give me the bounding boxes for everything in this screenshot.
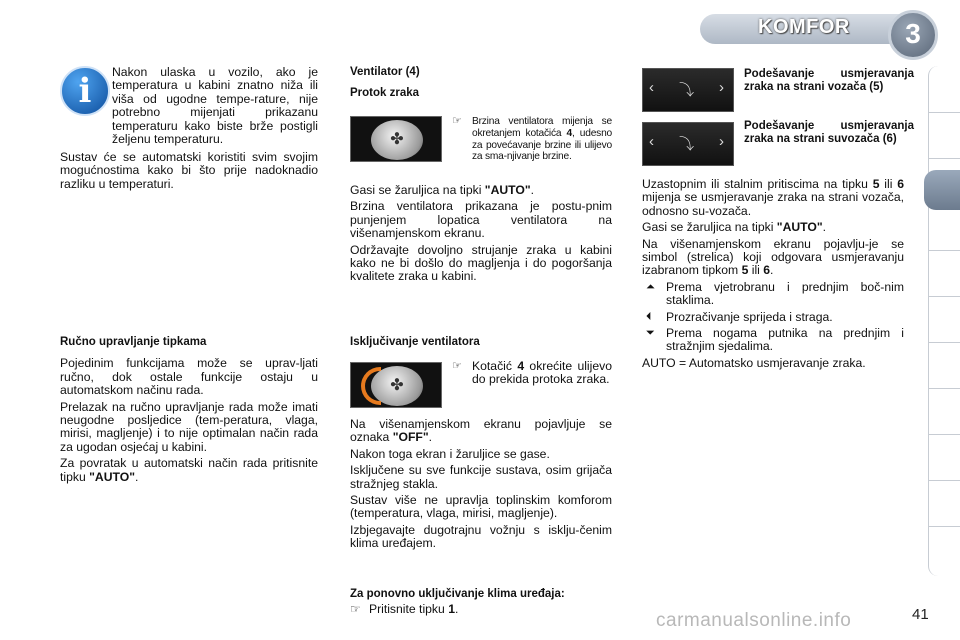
chevron-right-icon: ›: [719, 79, 724, 96]
chapter-title: KOMFOR: [758, 16, 850, 38]
arrow-up-icon: ⏶: [646, 280, 655, 293]
reactivate-step: ☞ Pritisnite tipku 1.: [350, 602, 459, 617]
page-header: [0, 0, 960, 60]
seat-airflow-icon: ⤵: [679, 82, 695, 99]
chevron-right-icon: ›: [719, 133, 724, 150]
air-flow-heading: Protok zraka: [350, 87, 420, 100]
off-paragraph-2: Nakon toga ekran i žaruljice se gase.: [350, 446, 550, 461]
info-paragraph: Nakon ulaska u vozilo, ako je temperatura u kabini znatno niža ili viša od ugodne tempe-rature, nije potrebno mijenjati prikazanu temperaturu kako biste brže postigli željenu temperaturu.: [112, 65, 318, 147]
auto-note: Gasi se žaruljica na tipki "AUTO".: [350, 183, 535, 197]
list-item: ⏷ Prema nogama putnika na prednjim i stražnjim sjedalima.: [646, 326, 904, 354]
hand-pointer-icon: ☞: [452, 115, 462, 127]
chapter-number: 3: [905, 18, 921, 49]
seat-airflow-icon: ⤵: [679, 136, 695, 153]
tab-active-chapter[interactable]: [924, 170, 960, 210]
tab-divider: [929, 250, 960, 251]
manual-paragraph-3: Za povratak u automatski način rada pritisnite tipku "AUTO".: [60, 456, 318, 484]
off-paragraph-4: Sustav više ne upravlja toplinskim komforom (temperatura, vlaga, mirisi, magljenje).: [350, 493, 612, 521]
passenger-air-heading: Podešavanje usmjeravanja zraka na strani suvozača (6): [744, 120, 914, 145]
tab-divider: [929, 434, 960, 435]
column-2: [350, 66, 612, 101]
fan-knob-image: [350, 116, 442, 162]
fan-off-section: [350, 336, 612, 357]
off-paragraph-5: Izbjegavajte dugotrajnu vožnju s isklju-čenim klima uređajem.: [350, 522, 612, 551]
driver-air-heading: Podešavanje usmjeravanja zraka na strani vozača (5): [744, 68, 914, 93]
manual-heading: Ručno upravljanje tipkama: [60, 336, 207, 348]
tab-divider: [929, 296, 960, 297]
chapter-number-badge: [888, 10, 938, 60]
chapter-tabs: [928, 66, 960, 576]
list-item: ⏶ Prema vjetrobranu i prednjim boč-nim staklima.: [646, 279, 904, 308]
manual-section: [60, 336, 318, 487]
manual-paragraph-1: Pojedinim funkcijama može se uprav-ljati ručno, dok ostale funkcije ostaju u automatskom načinu rada.: [60, 356, 318, 398]
tab-divider: [929, 526, 960, 527]
column-3-text: [642, 178, 904, 373]
fan-icon: ✤: [390, 377, 404, 394]
hand-pointer-icon: ☞: [350, 602, 361, 617]
hand-pointer-icon: ☞: [452, 360, 462, 372]
column-1: [60, 66, 318, 194]
tab-divider: [929, 112, 960, 113]
driver-air-button-image: [642, 68, 734, 112]
tab-divider: [929, 158, 960, 159]
fan-heading: Ventilator (4): [350, 66, 420, 78]
watermark: carmanualsonline.info: [656, 610, 852, 631]
chevron-left-icon: ‹: [649, 79, 654, 96]
tab-divider: [929, 480, 960, 481]
info-paragraph-2: Sustav će se automatski koristiti svim svojim mogućnostima kako bi što prije nadoknadio razliku u temperaturi.: [60, 150, 318, 191]
flow-note: ☞ Brzina ventilatora mijenja se okretanjem kotačića 4, udesno za povećavanje brzine ili ulijevo za sma-njivanje brzine.: [452, 115, 613, 163]
fan-knob-off-image: [350, 362, 442, 408]
fan-icon: ✤: [390, 131, 404, 148]
reactivate-heading: Za ponovno uključivanje klima uređaja:: [350, 588, 565, 600]
chevron-left-icon: ‹: [649, 133, 654, 150]
arrow-left-icon: ⏴: [646, 310, 652, 323]
off-paragraph-3: Isključene su sve funkcije sustava, osim grijača stražnjeg stakla.: [350, 463, 612, 491]
info-icon: i: [60, 66, 110, 116]
list-item: ⏴ Prozračivanje sprijeda i straga.: [646, 309, 833, 324]
manual-paragraph-2: Prelazak na ručno upravljanje rada može imati neugodne posljedice (tem-peratura, vlaga, mirisi, magljenje) i to nije optimalan način rada za ugodan osjećaj u kabini.: [60, 399, 318, 454]
air-direction-auto-note: Gasi se žaruljica na tipki "AUTO".: [642, 220, 827, 235]
arrow-down-icon: ⏷: [646, 327, 655, 340]
fan-paragraph-3: Održavajte dovoljno strujanje zraka u kabini kako ne bi došlo do magljenja i do pogoršanja kvalitete zraka u kabini.: [350, 242, 612, 284]
page-number: 41: [912, 606, 929, 623]
fan-text: [350, 184, 612, 287]
air-direction-paragraph-3: Na višenamjenskom ekranu pojavlju-je se simbol (strelica) koji odgovara usmjeravanju izabranom tipkom 5 ili 6.: [642, 236, 904, 278]
tab-divider: [929, 342, 960, 343]
fan-off-text: [350, 418, 612, 554]
reactivate-section: [350, 588, 612, 620]
auto-direction-note: AUTO = Automatsko usmjeravanje zraka.: [642, 355, 866, 370]
air-direction-paragraph-1: Uzastopnim ili stalnim pritiscima na tipku 5 ili 6 mijenja se usmjeravanje zraka na strani vozača, odnosno su-vozača.: [642, 177, 904, 218]
passenger-air-button-image: [642, 122, 734, 166]
fan-off-note: ☞ Kotačić 4 okrećite ulijevo do prekida protoka zraka.: [452, 359, 612, 387]
tab-divider: [929, 388, 960, 389]
fan-paragraph-2: Brzina ventilatora prikazana je postu-pnim punjenjem lopatica ventilatora na višenamjenskom ekranu.: [350, 199, 612, 241]
off-display-note: Na višenamjenskom ekranu pojavljuje se oznaka "OFF".: [350, 417, 612, 445]
fan-off-heading: Isključivanje ventilatora: [350, 336, 480, 348]
